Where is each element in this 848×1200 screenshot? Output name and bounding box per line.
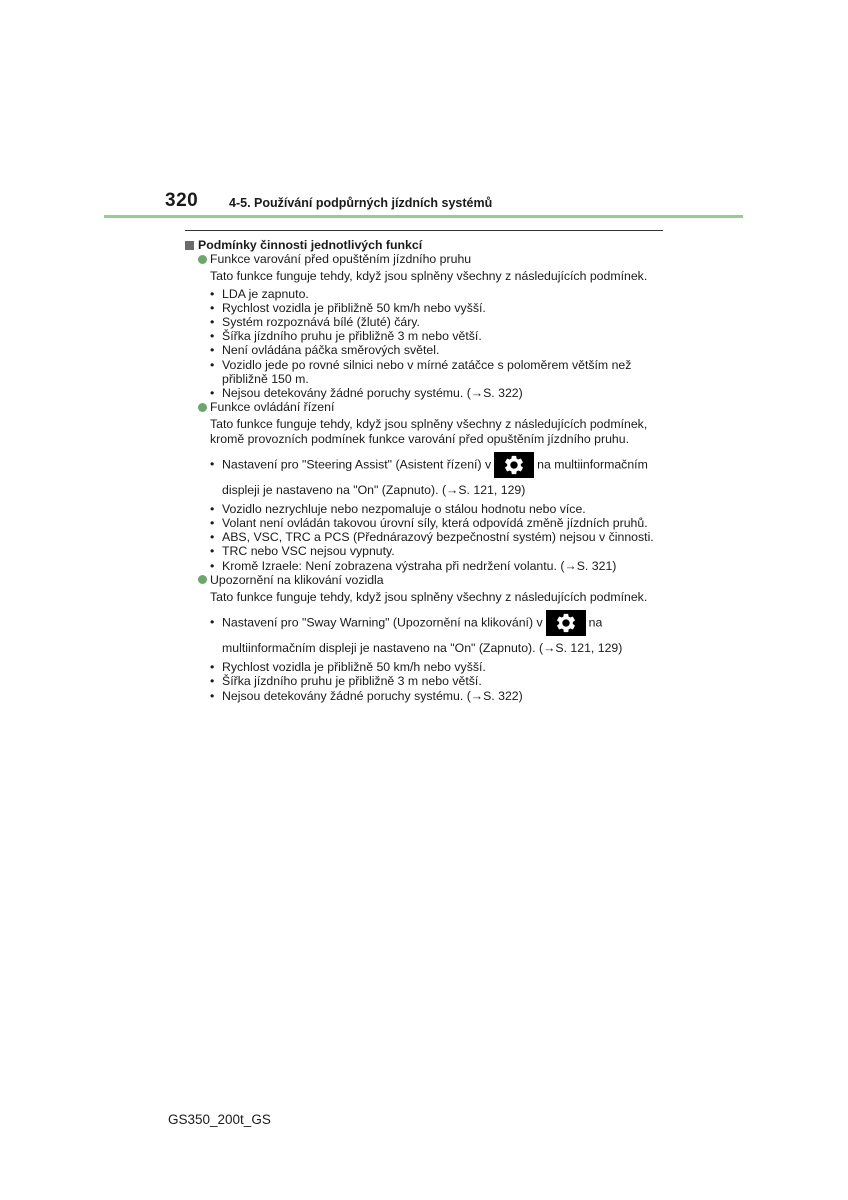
list-item — [185, 689, 665, 703]
content — [185, 238, 665, 703]
list-item-text: Nastavení pro "Steering Assist" (Asistent řízení) v — [222, 457, 492, 472]
footer-model: GS350_200t_GS — [168, 1112, 271, 1127]
bullet: • — [210, 456, 215, 471]
list-item-text: Šířka jízdního pruhu je přibližně 3 m nebo větší. — [222, 674, 482, 689]
list-item-text: Volant není ovládán takovou úrovní síly, která odpovídá změně jízdních pruhů. — [222, 516, 648, 531]
list-item — [185, 329, 665, 343]
list-item-text: Šířka jízdního pruhu je přibližně 3 m nebo větší. — [222, 329, 482, 344]
list-item — [185, 660, 665, 674]
list-item-text: Kromě Izraele: Není zobrazena výstraha při nedržení volantu. (→S. 321) — [222, 558, 617, 573]
list-item — [185, 386, 665, 400]
conditions-list — [185, 610, 665, 703]
bullet: • — [210, 688, 215, 703]
list-item — [185, 301, 665, 315]
list-item-text: ABS, VSC, TRC a PCS (Přednárazový bezpečnostní systém) nejsou v činnosti. — [222, 530, 654, 545]
bullet: • — [210, 615, 215, 630]
list-item-text: TRC nebo VSC nejsou vypnuty. — [222, 544, 395, 559]
subheading-text: Upozornění na klikování vozidla — [210, 572, 384, 587]
list-item-text: Vozidlo nezrychluje nebo nezpomaluje o stálou hodnotu nebo více. — [222, 501, 586, 516]
intro-paragraph: Tato funkce funguje tehdy, když jsou splněny všechny z následujících podmínek. — [210, 590, 648, 605]
subheading-text: Funkce ovládání řízení — [210, 400, 335, 415]
list-item-text: Systém rozpoznává bílé (žluté) čáry. — [222, 315, 420, 330]
list-item-text: Nastavení pro "Sway Warning" (Upozornění na klikování) v — [222, 615, 543, 630]
settings-gear-icon — [494, 452, 534, 478]
dot-bullet-icon — [198, 255, 207, 264]
bullet: • — [210, 660, 215, 675]
header-rule — [104, 215, 743, 218]
list-item — [185, 544, 665, 558]
bullet: • — [210, 386, 215, 401]
bullet: • — [210, 329, 215, 344]
settings-gear-icon — [546, 610, 586, 636]
bullet: • — [210, 315, 215, 330]
list-item-text: Rychlost vozidla je přibližně 50 km/h nebo vyšší. — [222, 300, 486, 315]
list-item-text: Nejsou detekovány žádné poruchy systému. (→S. 322) — [222, 688, 523, 703]
list-item — [185, 610, 665, 660]
subheading-steering-control — [198, 400, 665, 414]
list-item-text: na multiinformačním displeji je nastaveno na "On" (Zapnuto). (→S. 121, 129) — [222, 457, 648, 497]
bullet: • — [210, 286, 215, 301]
list-item-text: Nejsou detekovány žádné poruchy systému. (→S. 322) — [222, 386, 523, 401]
bullet: • — [210, 357, 215, 372]
page-number: 320 — [165, 190, 199, 211]
bullet: • — [210, 300, 215, 315]
subheading-text: Funkce varování před opuštěním jízdního pruhu — [210, 252, 472, 267]
list-item — [185, 516, 665, 530]
bullet: • — [210, 558, 215, 573]
section-title: 4-5. Používání podpůrných jízdních systémů — [229, 196, 493, 210]
list-item — [185, 530, 665, 544]
bullet: • — [210, 674, 215, 689]
dot-bullet-icon — [198, 575, 207, 584]
list-item — [185, 452, 665, 502]
square-bullet-icon — [185, 241, 194, 250]
bullet: • — [210, 516, 215, 531]
list-item — [185, 358, 665, 386]
intro-paragraph: Tato funkce funguje tehdy, když jsou splněny všechny z následujících podmínek. — [210, 269, 648, 284]
list-item — [185, 343, 665, 357]
subheading-lane-departure — [198, 252, 665, 266]
list-item — [185, 287, 665, 301]
list-item — [185, 315, 665, 329]
conditions-list — [185, 452, 665, 573]
main-heading — [185, 238, 665, 252]
content-rule — [185, 230, 663, 231]
dot-bullet-icon — [198, 403, 207, 412]
bullet: • — [210, 544, 215, 559]
list-item — [185, 559, 665, 573]
list-item-text: Vozidlo jede po rovné silnici nebo v mírné zatáčce s poloměrem větším než přibližně 150 m. — [222, 357, 632, 386]
intro-paragraph: Tato funkce funguje tehdy, když jsou splněny všechny z následujících podmínek, kromě provozních podmínek funkce varování před opuštěním jízdního pruhu. — [210, 417, 648, 446]
list-item-text: LDA je zapnuto. — [222, 286, 309, 301]
list-item-text: na multiinformačním displeji je nastaveno na "On" (Zapnuto). (→S. 121, 129) — [222, 615, 623, 656]
subheading-sway-warning — [198, 573, 665, 587]
bullet: • — [210, 343, 215, 358]
conditions-list — [185, 287, 665, 401]
main-heading-text: Podmínky činnosti jednotlivých funkcí — [198, 238, 423, 252]
bullet: • — [210, 501, 215, 516]
list-item — [185, 674, 665, 688]
list-item-text: Není ovládána páčka směrových světel. — [222, 343, 440, 358]
bullet: • — [210, 530, 215, 545]
list-item-text: Rychlost vozidla je přibližně 50 km/h nebo vyšší. — [222, 660, 486, 675]
list-item — [185, 502, 665, 516]
